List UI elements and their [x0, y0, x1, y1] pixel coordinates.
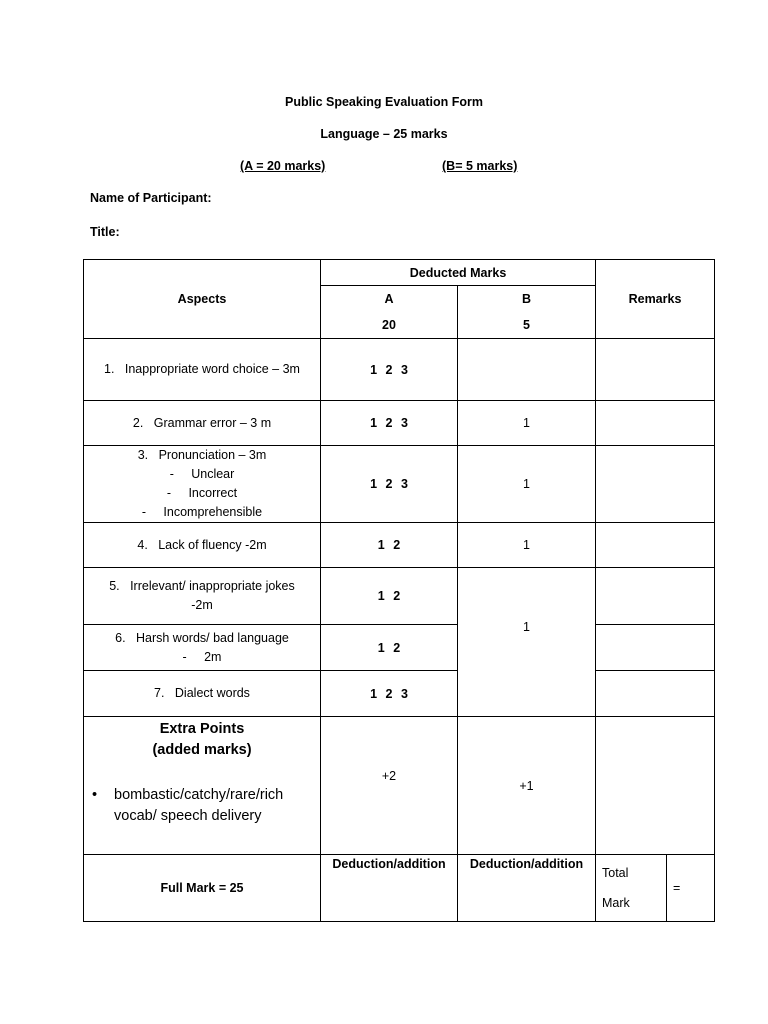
- table-row: [84, 401, 715, 446]
- a-marks-cell: 1 2 3: [321, 446, 458, 523]
- remarks-header: Remarks: [596, 260, 715, 339]
- subitem: - Unclear: [169, 467, 235, 481]
- b-marks-cell: [458, 339, 596, 401]
- remarks-cell[interactable]: [596, 401, 715, 446]
- table-row: [84, 671, 715, 717]
- subitem: - Incorrect: [166, 486, 238, 500]
- remarks-cell[interactable]: [596, 671, 715, 717]
- total-mark-label: Total Mark: [596, 855, 667, 922]
- b-marks-cell: 1: [458, 523, 596, 568]
- aspect-cell: [84, 671, 321, 717]
- column-b-max: 5: [523, 318, 530, 332]
- column-a-max: 20: [382, 318, 396, 332]
- table-row: [84, 625, 715, 671]
- participant-name-label: Name of Participant:: [90, 191, 212, 205]
- table-row: [84, 446, 715, 523]
- deducted-marks-header: Deducted Marks: [321, 260, 596, 286]
- aspect-item-2: 2. Grammar error – 3 m: [132, 415, 272, 430]
- part-b-marks: (B= 5 marks): [442, 159, 518, 173]
- column-a-header: [321, 286, 458, 339]
- aspect-cell: [84, 446, 321, 523]
- extra-points-cell: [84, 717, 321, 855]
- table-row: [84, 523, 715, 568]
- bullet-icon: •: [92, 787, 98, 803]
- remarks-cell[interactable]: [596, 446, 715, 523]
- title-label: Title:: [90, 225, 120, 239]
- remarks-cell[interactable]: [596, 568, 715, 625]
- remarks-cell[interactable]: [596, 339, 715, 401]
- aspects-header: Aspects: [84, 260, 321, 339]
- aspect-cell: [84, 625, 321, 671]
- footer-row: [84, 855, 715, 922]
- part-a-marks: (A = 20 marks): [240, 159, 326, 173]
- aspect-item-6: 6. Harsh words/ bad language - 2m: [115, 630, 289, 664]
- aspect-item-1: 1. Inappropriate word choice – 3m: [104, 362, 300, 376]
- b-marks-cell: 1: [458, 401, 596, 446]
- table-row: [84, 339, 715, 401]
- column-b-header: [458, 286, 596, 339]
- extra-points-bullet: • bombastic/catchy/rare/rich vocab/ speech delivery: [84, 785, 320, 827]
- aspect-cell: [84, 523, 321, 568]
- column-b-label: B: [521, 292, 532, 306]
- a-marks-cell: 1 2 3: [321, 401, 458, 446]
- extra-b-cell: +1: [458, 717, 596, 855]
- deduction-b-cell[interactable]: Deduction/addition: [458, 855, 596, 922]
- aspect-cell: [84, 568, 321, 625]
- total-mark-value[interactable]: =: [667, 855, 715, 922]
- table-header-row: [84, 260, 715, 286]
- remarks-cell[interactable]: [596, 717, 715, 855]
- evaluation-table: [83, 259, 715, 922]
- a-marks-cell: 1 2: [321, 625, 458, 671]
- form-title: Public Speaking Evaluation Form: [285, 95, 483, 109]
- aspect-item-4: 4. Lack of fluency -2m: [137, 537, 267, 552]
- extra-points-row: [84, 717, 715, 855]
- a-marks-cell: 1 2: [321, 523, 458, 568]
- table-row: [84, 568, 715, 625]
- remarks-cell[interactable]: [596, 625, 715, 671]
- extra-points-title: Extra Points: [159, 721, 245, 737]
- deduction-a-cell[interactable]: Deduction/addition: [321, 855, 458, 922]
- aspect-item-3: 3. Pronunciation – 3m - Unclear - Incorrect - Incomprehensible: [138, 446, 267, 522]
- full-mark-cell: Full Mark = 25: [84, 855, 321, 922]
- subitem: - Incomprehensible: [141, 505, 263, 519]
- a-marks-cell: 1 2 3: [321, 339, 458, 401]
- aspect-cell: [84, 339, 321, 401]
- a-marks-cell: 1 2: [321, 568, 458, 625]
- form-subtitle: Language – 25 marks: [320, 127, 448, 141]
- aspect-cell: [84, 401, 321, 446]
- extra-points-subtitle: (added marks): [152, 742, 252, 758]
- extra-a-cell: +2: [321, 717, 458, 855]
- aspect-item-5: 5. Irrelevant/ inappropriate jokes -2m: [109, 579, 295, 612]
- b-marks-merged-cell: 1: [458, 568, 596, 717]
- remarks-cell[interactable]: [596, 523, 715, 568]
- a-marks-cell: 1 2 3: [321, 671, 458, 717]
- column-a-label: A: [384, 292, 394, 306]
- b-marks-cell: 1: [458, 446, 596, 523]
- aspect-item-7: 7. Dialect words: [154, 686, 250, 700]
